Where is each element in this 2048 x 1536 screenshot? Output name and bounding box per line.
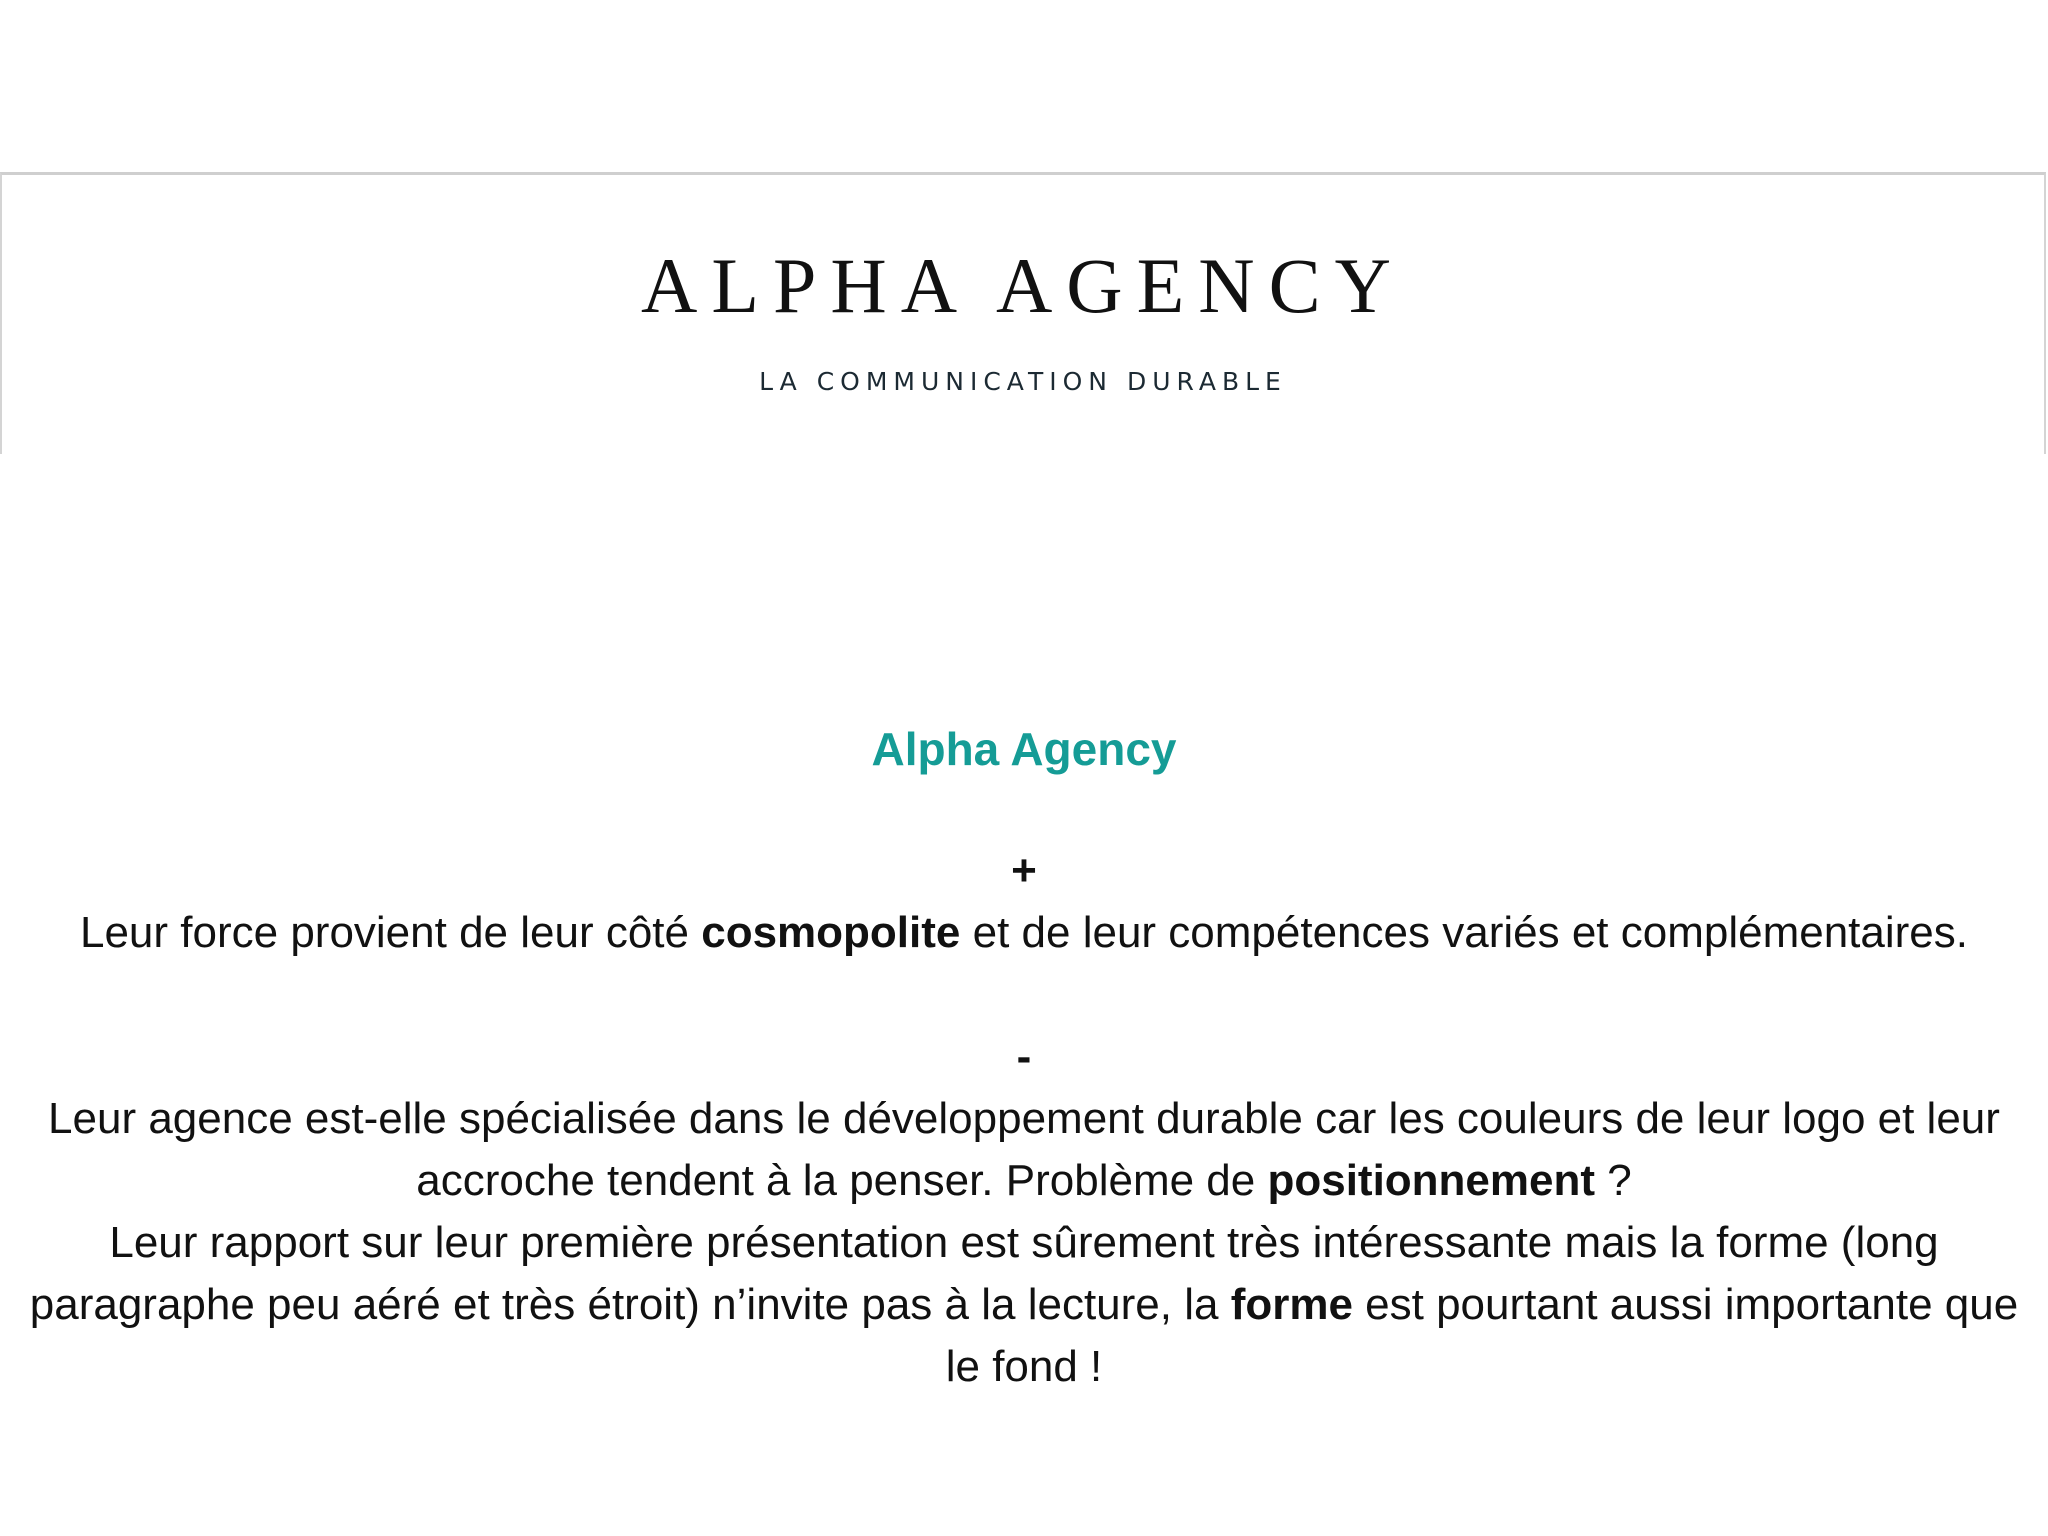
logo-banner <box>0 172 2046 454</box>
positive-text-2: et de leur compétences variés et complémentaires. <box>960 908 1968 957</box>
negative-mark: - <box>1016 1032 1032 1081</box>
logo-name: ALPHA AGENCY <box>641 242 1405 329</box>
negative-text-4: est pourtant aussi importante que le fond ! <box>945 1280 2019 1391</box>
negative-text-1: Leur agence est-elle spécialisée dans le développement durable car les couleurs de leur logo et leur accroche tendent à la penser. Problème de <box>48 1094 2000 1205</box>
positive-keyword: cosmopolite <box>701 908 961 957</box>
spacer <box>0 780 2048 840</box>
positive-text-1: Leur force provient de leur côté <box>79 908 702 957</box>
negative-keyword-2: forme <box>1230 1280 1353 1329</box>
negative-text-2: ? <box>1595 1156 1632 1205</box>
agency-heading: Alpha Agency <box>871 723 1177 775</box>
negative-paragraph-2 <box>0 1212 2048 1398</box>
negative-keyword-1: positionnement <box>1267 1156 1596 1205</box>
slide-content <box>0 718 2048 1398</box>
logo-tagline: LA COMMUNICATION DURABLE <box>759 367 1287 396</box>
positive-mark: + <box>1011 846 1037 895</box>
positive-paragraph <box>0 902 2048 964</box>
spacer <box>0 964 2048 1026</box>
negative-text-3: Leur rapport sur leur première présentation est sûrement très intéressante mais la forme (long paragraphe peu aéré et très étroit) n’invite pas à la lecture, la <box>29 1218 1939 1329</box>
negative-paragraph-1 <box>0 1088 2048 1212</box>
